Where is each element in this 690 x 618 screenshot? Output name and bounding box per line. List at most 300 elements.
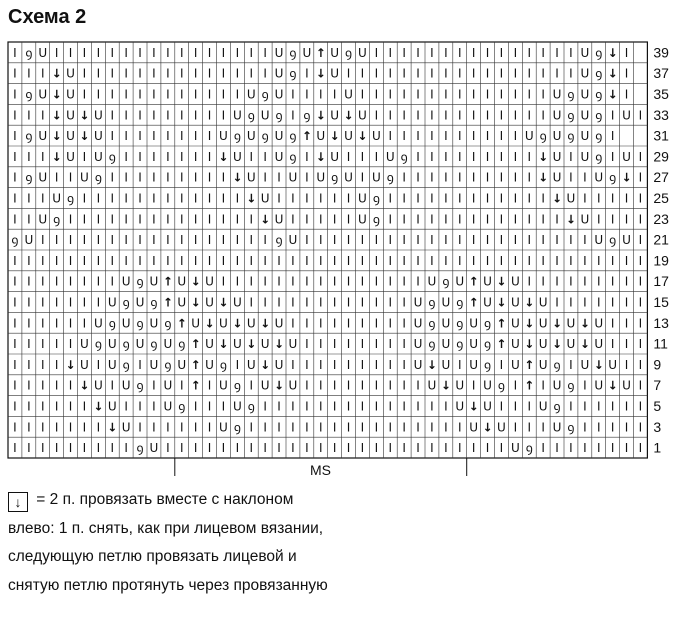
cell: I [235,274,240,289]
cell: U [288,233,298,248]
cell: I [638,212,643,227]
cell: I [305,253,309,268]
cell: I [263,295,267,310]
cell: I [527,149,532,164]
cell: I [152,233,156,248]
cell: I [96,191,101,206]
cell: I [305,399,309,414]
cell: ꝯ [372,212,380,227]
cell: I [332,233,337,248]
cell: I [499,45,504,60]
cell: I [40,253,45,268]
cell: I [152,66,156,81]
cell: I [610,420,615,435]
cell: U [524,129,534,144]
legend-line-3: следующую петлю провязать лицевой и [8,548,297,565]
cell: I [235,45,240,60]
row-number: 17 [653,273,669,290]
cell: U [580,212,590,227]
cell: ↑ [190,357,201,372]
cell: I [416,66,420,81]
cell: U [441,316,451,331]
cell: I [485,149,490,164]
cell: U [232,295,242,310]
cell: I [416,274,420,289]
cell: I [444,233,448,248]
cell: I [13,253,17,268]
cell: I [583,420,587,435]
cell: I [430,149,434,164]
cell: I [40,399,45,414]
cell: U [274,129,284,144]
cell: I [513,87,518,102]
cell: ꝯ [456,337,464,352]
cell: I [360,420,365,435]
cell: I [152,191,156,206]
cell: I [388,212,393,227]
cell: I [402,441,406,456]
cell: I [40,316,45,331]
cell: I [430,45,434,60]
cell: I [263,66,267,81]
cell: U [274,66,284,81]
cell: I [13,149,17,164]
cell: I [207,441,212,456]
cell: I [610,441,615,456]
cell: I [166,45,170,60]
cell: ↓ [93,399,104,414]
cell: I [27,441,31,456]
cell: U [93,129,103,144]
cell: I [471,129,476,144]
cell: I [40,295,45,310]
cell: U [232,149,242,164]
cell: ꝯ [303,108,311,123]
cell: I [138,108,142,123]
cell: I [110,441,115,456]
cell: I [332,87,337,102]
cell: I [457,191,462,206]
row-number: 29 [653,148,669,165]
legend-line-1: ↓ = 2 п. провязать вместе с наклоном [8,486,378,515]
cell: U [358,45,367,60]
cell: ↓ [246,191,257,206]
cell: ↓ [107,420,118,435]
cell: I [305,66,309,81]
cell: I [527,399,532,414]
cell: ꝯ [178,337,186,352]
cell: I [402,378,406,393]
cell: ↓ [246,337,257,352]
cell: I [583,253,587,268]
cell: I [374,274,379,289]
cell: ↓ [51,87,62,102]
cell: I [13,295,17,310]
cell: ↓ [315,66,326,81]
cell: I [569,399,573,414]
cell: I [263,441,267,456]
cell: U [121,274,131,289]
cell: I [179,87,184,102]
cell: I [110,191,115,206]
cell: I [318,316,323,331]
cell: I [388,108,393,123]
cell: I [374,399,379,414]
cell: I [27,149,31,164]
cell: I [13,357,17,372]
cell: I [624,274,629,289]
cell: ꝯ [67,191,75,206]
cell: I [485,441,490,456]
cell: I [40,337,45,352]
cell: I [221,253,226,268]
cell: I [430,253,434,268]
cell: ꝯ [150,337,158,352]
cell: ꝯ [609,170,617,185]
cell: I [152,399,156,414]
cell: I [291,212,295,227]
cell: ↓ [607,87,618,102]
cell: ↑ [524,357,535,372]
cell: U [510,295,520,310]
cell: I [332,274,337,289]
cell: I [471,191,476,206]
cell: I [444,253,448,268]
cell: U [288,337,298,352]
cell: I [27,108,31,123]
cell: I [27,357,31,372]
cell: ↓ [552,316,563,331]
cell: I [513,45,518,60]
cell: I [416,170,420,185]
cell: I [193,441,198,456]
cell: I [513,233,518,248]
cell: ↓ [274,378,285,393]
cell: I [221,233,226,248]
cell: I [13,316,17,331]
cell: I [82,87,87,102]
cell: U [80,337,89,352]
cell: ↓ [538,149,549,164]
cell: U [552,420,562,435]
cell: I [249,45,254,60]
cell: I [513,420,518,435]
cell: I [68,337,73,352]
cell: I [374,87,379,102]
cell: ꝯ [261,87,269,102]
cell: I [596,212,601,227]
cell: I [610,274,615,289]
cell: I [638,149,643,164]
cell: I [221,170,226,185]
cell: I [82,233,87,248]
cell: U [288,170,298,185]
cell: I [27,420,31,435]
cell: U [566,337,576,352]
cell: I [249,149,254,164]
cell: ꝯ [553,399,561,414]
cell: U [413,337,423,352]
cell: ꝯ [108,316,116,331]
row-number: 33 [653,106,669,123]
cell: I [166,129,170,144]
cell: I [374,66,379,81]
cell: I [318,212,323,227]
cell: I [541,212,545,227]
cell: I [499,191,504,206]
cell: U [594,378,604,393]
cell: I [96,253,101,268]
cell: I [235,191,240,206]
cell: ↓ [260,357,271,372]
cell: I [541,87,545,102]
cell: I [444,420,448,435]
cell: I [40,108,45,123]
cell: I [430,399,434,414]
cell: I [54,357,59,372]
cell: I [193,170,198,185]
cell: I [360,357,365,372]
cell: I [499,87,504,102]
legend [8,486,378,600]
cell: I [221,274,226,289]
cell: I [152,45,156,60]
cell: I [346,420,351,435]
cell: ꝯ [553,357,561,372]
cell: I [610,316,615,331]
cell: U [205,274,214,289]
cell: U [38,212,48,227]
cell: ꝯ [53,212,61,227]
cell: I [13,66,17,81]
cell: I [346,212,351,227]
cell: I [444,66,448,81]
cell: I [54,441,59,456]
cell: I [82,212,87,227]
cell: ↓ [315,108,326,123]
cell: I [318,337,323,352]
cell: I [638,295,643,310]
cell: I [318,233,323,248]
cell: I [583,274,587,289]
cell: I [54,45,59,60]
cell: U [66,87,75,102]
cell: ↓ [79,378,90,393]
cell: I [541,420,545,435]
cell: I [541,45,545,60]
cell: I [583,378,587,393]
cell: U [594,233,604,248]
cell: I [360,253,365,268]
cell: I [444,212,448,227]
cell: I [193,212,198,227]
cell: I [235,441,240,456]
cell: U [330,66,340,81]
cell: I [152,420,156,435]
cell: I [416,233,420,248]
cell: I [360,170,365,185]
cell: I [166,233,170,248]
cell: I [471,149,476,164]
cell: I [513,108,518,123]
cell: I [388,253,393,268]
cell: I [638,274,643,289]
cell: I [541,378,545,393]
cell: I [166,66,170,81]
cell: I [457,108,462,123]
cell: I [610,212,615,227]
cell: I [221,191,226,206]
cell: ꝯ [567,378,575,393]
cell: I [96,45,101,60]
cell: I [388,45,393,60]
cell: I [138,191,142,206]
cell: U [483,274,492,289]
cell: U [441,295,451,310]
cell: I [430,87,434,102]
cell: U [510,357,520,372]
cell: I [40,420,45,435]
cell: I [179,149,184,164]
cell: I [27,337,31,352]
cell: ꝯ [136,378,144,393]
cell: I [152,149,156,164]
cell: I [318,441,323,456]
cell: U [163,378,173,393]
cell: I [68,233,73,248]
cell: ꝯ [247,108,255,123]
cell: I [402,170,406,185]
cell: I [527,170,532,185]
cell: I [444,149,448,164]
cell: U [594,316,604,331]
cell: I [610,149,615,164]
cell: I [555,66,559,81]
cell: U [149,274,159,289]
cell: I [388,66,393,81]
row-number: 9 [653,356,662,373]
cell: I [541,191,545,206]
cell: I [346,316,351,331]
cell: I [152,253,156,268]
cell: I [457,45,462,60]
cell: ꝯ [428,337,436,352]
cell: I [569,253,573,268]
cell: I [444,108,448,123]
cell: I [471,253,476,268]
cell: U [358,191,367,206]
cell: I [596,420,601,435]
cell: I [402,212,406,227]
cell: I [402,357,406,372]
cell: U [538,316,548,331]
cell: I [569,295,573,310]
cell: I [124,191,128,206]
cell: I [179,420,184,435]
cell: I [318,378,323,393]
cell: I [291,441,295,456]
cell: I [360,149,365,164]
cell: I [457,233,462,248]
cell: I [152,108,156,123]
cell: I [277,399,281,414]
cell: I [513,129,518,144]
cell: U [246,316,256,331]
cell: I [638,399,643,414]
cell: ↓ [343,108,354,123]
row-number: 31 [653,127,669,144]
cell: ꝯ [497,378,505,393]
cell: U [580,108,590,123]
cell: I [13,378,17,393]
cell: U [455,274,465,289]
cell: I [235,66,240,81]
cell: ↓ [51,66,62,81]
cell: I [416,253,420,268]
cell: I [166,108,170,123]
cell: ꝯ [261,129,269,144]
cell: I [457,129,462,144]
cell: I [457,66,462,81]
cell: I [68,274,73,289]
cell: I [485,66,490,81]
cell: I [207,45,212,60]
cell: I [152,212,156,227]
cell: I [249,441,254,456]
cell: I [569,274,573,289]
cell: I [360,87,365,102]
cell: U [177,274,187,289]
cell: I [444,45,448,60]
cell: U [121,378,131,393]
cell: I [235,357,240,372]
cell: U [163,399,173,414]
cell: I [555,253,559,268]
cell: ꝯ [122,337,130,352]
cell: I [596,253,601,268]
cell: ↓ [274,337,285,352]
cell: I [221,212,226,227]
cell: U [371,129,381,144]
cell: U [191,316,201,331]
cell: I [207,420,212,435]
cell: U [288,378,298,393]
cell: I [374,149,379,164]
cell: U [232,108,242,123]
cell: I [277,420,281,435]
cell: U [580,357,590,372]
cell: I [388,129,393,144]
cell: U [455,378,465,393]
cell: I [249,295,254,310]
cell: I [193,233,198,248]
cell: ꝯ [219,357,227,372]
cell: ꝯ [428,295,436,310]
cell: I [138,129,142,144]
row-number: 19 [653,252,669,269]
cell: I [444,129,448,144]
cell: ↑ [162,274,173,289]
cell: ↓ [482,420,493,435]
cell: I [138,149,142,164]
cell: I [318,87,323,102]
row-number: 15 [653,294,669,310]
cell: I [471,66,476,81]
cell: I [332,337,337,352]
cell: ꝯ [567,87,575,102]
cell: ꝯ [595,129,603,144]
cell: I [332,399,337,414]
